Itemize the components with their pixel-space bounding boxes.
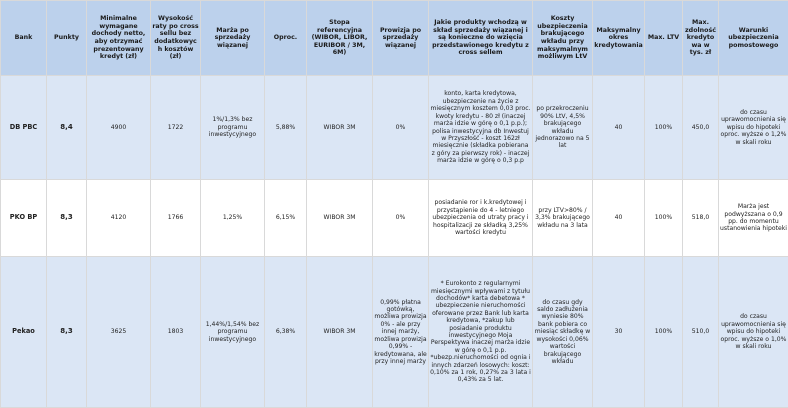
- table-row: [1, 180, 788, 257]
- header-bank: Bank: [1, 1, 47, 76]
- cell-max-capacity: 518,0: [683, 180, 719, 257]
- header-installment: Wysokość raty po cross sellu bez dodatkowych kosztów (zł): [151, 1, 201, 76]
- cell-installment: 1766: [151, 180, 201, 257]
- cell-max-ltv: 100%: [645, 180, 683, 257]
- cell-max-ltv: 100%: [645, 76, 683, 180]
- header-max-ltv: Max. LTV: [645, 1, 683, 76]
- header-interest: Oproc.: [265, 1, 307, 76]
- cell-bank: Pekao: [1, 257, 47, 408]
- cell-min-income: 4120: [87, 180, 151, 257]
- cell-margin: 1,44%/1,54% bez programu inwestycyjnego: [201, 257, 265, 408]
- cell-max-period: 40: [593, 76, 645, 180]
- header-insurance-cost: Koszty ubezpieczenia brakującego wkładu przy maksymalnym możliwym LtV: [533, 1, 593, 76]
- cell-interest: 6,15%: [265, 180, 307, 257]
- cell-points: 8,3: [47, 180, 87, 257]
- header-margin: Marża po sprzedaży wiązanej: [201, 1, 265, 76]
- cell-reference-rate: WIBOR 3M: [307, 257, 373, 408]
- header-products: Jakie produkty wchodzą w skład sprzedaży wiązanej i są konieczne do wzięcia przedstawionego kredytu z cross sellem: [429, 1, 533, 76]
- cell-bridge-insurance: Marża jest podwyższana o 0,9 pp. do momentu ustanowienia hipoteki: [719, 180, 788, 257]
- cell-min-income: 4900: [87, 76, 151, 180]
- header-points: Punkty: [47, 1, 87, 76]
- cell-reference-rate: WIBOR 3M: [307, 76, 373, 180]
- cell-interest: 6,38%: [265, 257, 307, 408]
- cell-points: 8,3: [47, 257, 87, 408]
- cell-bank: PKO BP: [1, 180, 47, 257]
- cell-products: posiadanie ror i k.kredytowej i przystąpienie do 4 - letniego ubezpieczenia od utraty pracy i hospitalizacji ze składką 3,25% wartości kredytu: [429, 180, 533, 257]
- cell-commission: 0,99% płatna gotówką, możliwa prowizja 0% - ale przy innej marży, możliwa prowizja 0,99% - kredytowana, ale przy innej marży: [373, 257, 429, 408]
- cell-min-income: 3625: [87, 257, 151, 408]
- cell-products: konto, karta kredytowa, ubezpieczenie na życie z miesięcznym kosztem 0,03 proc. kwoty kredytu - 80 zł (inaczej marża idzie w górę o 0,1 p.p.); polisa inwestycyjna db Inwestuj w Przyszłość - koszt 162zł miesięcznie (składka pobierana z góry za pierwszy rok) - inaczej marża idzie w górę o 0,3 p.p: [429, 76, 533, 180]
- cell-max-capacity: 510,0: [683, 257, 719, 408]
- cell-bridge-insurance: do czasu uprawomocnienia się wpisu do hipoteki oproc. wyższe o 1,0% w skali roku: [719, 257, 788, 408]
- cell-max-capacity: 450,0: [683, 76, 719, 180]
- header-row: [1, 1, 788, 76]
- cell-max-period: 40: [593, 180, 645, 257]
- header-reference-rate: Stopa referencyjna (WIBOR, LIBOR, EURIBOR / 3M, 6M): [307, 1, 373, 76]
- cell-installment: 1803: [151, 257, 201, 408]
- cell-max-period: 30: [593, 257, 645, 408]
- cell-points: 8,4: [47, 76, 87, 180]
- cell-max-ltv: 100%: [645, 257, 683, 408]
- cell-interest: 5,88%: [265, 76, 307, 180]
- cell-commission: 0%: [373, 180, 429, 257]
- cell-reference-rate: WIBOR 3M: [307, 180, 373, 257]
- table-row: [1, 257, 788, 408]
- cell-insurance-cost: do czasu gdy saldo zadłużenia wyniesie 80% bank pobiera co miesiąc składkę w wysokości 0,06% wartości brakującego wkładu: [533, 257, 593, 408]
- header-max-capacity: Max. zdolność kredytowa w tys. zł: [683, 1, 719, 76]
- cell-installment: 1722: [151, 76, 201, 180]
- table-row: [1, 76, 788, 180]
- cell-products: * Eurokonto z regularnymi miesięcznymi wpływami z tytułu dochodów* karta debetowa * ubezpieczenie nieruchomości oferowane przez Bank lub karta kredytowa, *zakup lub posiadanie produktu inwestycyjnego Moja Perspektywa inaczej marża idzie w górę o 0,1 p.p. *ubezp.nieruchomości od ognia i innych zdarzeń losowych: koszt: 0,10% za 1 rok, 0,27% za 3 lata i 0,43% za 5 lat.: [429, 257, 533, 408]
- cell-margin: 1%/1,3% bez programu inwestycyjnego: [201, 76, 265, 180]
- cell-bank: DB PBC: [1, 76, 47, 180]
- cell-insurance-cost: po przekroczeniu 90% LtV, 4,5% brakującego wkładu jednorazowo na 5 lat: [533, 76, 593, 180]
- cell-bridge-insurance: do czasu uprawomocnienia się wpisu do hipoteki oproc. wyższe o 1,2% w skali roku: [719, 76, 788, 180]
- cell-insurance-cost: przy LTV>80% / 3,3% brakującego wkładu na 3 lata: [533, 180, 593, 257]
- header-commission: Prowizja po sprzedaży wiązanej: [373, 1, 429, 76]
- cell-margin: 1,25%: [201, 180, 265, 257]
- header-max-period: Maksymalny okres kredytowania: [593, 1, 645, 76]
- header-min-income: Minimalne wymagane dochody netto, aby otrzymać prezentowany kredyt (zł): [87, 1, 151, 76]
- cell-commission: 0%: [373, 76, 429, 180]
- header-bridge-insurance: Warunki ubezpieczenia pomostowego: [719, 1, 788, 76]
